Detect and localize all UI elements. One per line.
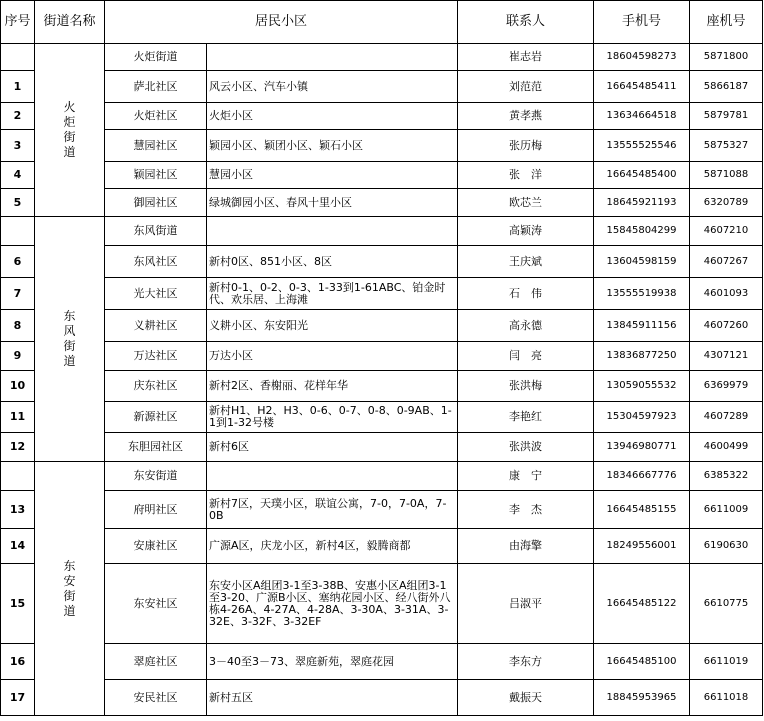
seq-cell: 1 — [1, 71, 35, 103]
mobile-cell: 18845953965 — [594, 680, 690, 716]
contact-cell: 张 洋 — [458, 162, 594, 189]
landline-cell: 6611018 — [690, 680, 763, 716]
seq-cell: 10 — [1, 371, 35, 402]
seq-cell: 12 — [1, 433, 35, 462]
mobile-cell: 13634664518 — [594, 103, 690, 130]
landline-cell: 5879781 — [690, 103, 763, 130]
contact-cell: 戴振天 — [458, 680, 594, 716]
contact-cell: 刘范范 — [458, 71, 594, 103]
community-cell: 东安街道 — [105, 462, 207, 491]
community-cell: 东胆园社区 — [105, 433, 207, 462]
community-cell: 安民社区 — [105, 680, 207, 716]
landline-cell: 6611009 — [690, 491, 763, 529]
mobile-cell: 16645485411 — [594, 71, 690, 103]
community-cell: 颖园社区 — [105, 162, 207, 189]
community-cell: 义耕社区 — [105, 310, 207, 342]
contact-cell: 高颖涛 — [458, 217, 594, 246]
residential-cell — [207, 462, 458, 491]
landline-cell: 4607210 — [690, 217, 763, 246]
table-row — [1, 71, 763, 103]
landline-cell: 6369979 — [690, 371, 763, 402]
seq-cell — [1, 44, 35, 71]
mobile-cell: 15845804299 — [594, 217, 690, 246]
table-row — [1, 371, 763, 402]
residential-cell: 新村2区、香榭丽、花样年华 — [207, 371, 458, 402]
contact-cell: 张历梅 — [458, 130, 594, 162]
header-landline: 座机号 — [690, 1, 763, 44]
contact-cell: 李东方 — [458, 644, 594, 680]
mobile-cell: 13946980771 — [594, 433, 690, 462]
header-contact: 联系人 — [458, 1, 594, 44]
seq-cell: 14 — [1, 529, 35, 564]
mobile-cell: 16645485122 — [594, 564, 690, 644]
table-row — [1, 529, 763, 564]
contact-cell: 王庆斌 — [458, 246, 594, 278]
seq-cell: 2 — [1, 103, 35, 130]
table-row — [1, 278, 763, 310]
residential-cell: 火炬小区 — [207, 103, 458, 130]
landline-cell: 5875327 — [690, 130, 763, 162]
mobile-cell: 18604598273 — [594, 44, 690, 71]
landline-cell: 6610775 — [690, 564, 763, 644]
residential-cell: 新村7区，天璞小区，联谊公寓，7-0，7-0A，7-0B — [207, 491, 458, 529]
contact-cell: 李 杰 — [458, 491, 594, 529]
landline-cell: 6611019 — [690, 644, 763, 680]
contact-cell: 张洪梅 — [458, 371, 594, 402]
mobile-cell: 18249556001 — [594, 529, 690, 564]
table-row — [1, 644, 763, 680]
table-row — [1, 310, 763, 342]
table-row — [1, 103, 763, 130]
residential-cell: 新村0区、851小区、8区 — [207, 246, 458, 278]
contact-cell: 石 伟 — [458, 278, 594, 310]
contact-cell: 李艳红 — [458, 402, 594, 433]
header-mobile: 手机号 — [594, 1, 690, 44]
table-row — [1, 680, 763, 716]
landline-cell: 4307121 — [690, 342, 763, 371]
community-cell: 光大社区 — [105, 278, 207, 310]
residential-cell: 新村0-1、0-2、0-3、1-33到1-61ABC、铂金时代、欢乐居、上海滩 — [207, 278, 458, 310]
street-name-cell — [35, 462, 105, 716]
table-row — [1, 564, 763, 644]
seq-cell: 11 — [1, 402, 35, 433]
mobile-cell: 13555519938 — [594, 278, 690, 310]
mobile-cell: 13836877250 — [594, 342, 690, 371]
landline-cell: 4607267 — [690, 246, 763, 278]
community-cell: 庆东社区 — [105, 371, 207, 402]
community-cell: 翠庭社区 — [105, 644, 207, 680]
seq-cell — [1, 217, 35, 246]
seq-cell: 13 — [1, 491, 35, 529]
community-cell: 万达社区 — [105, 342, 207, 371]
community-cell: 火炬街道 — [105, 44, 207, 71]
header-street: 街道名称 — [35, 1, 105, 44]
table-row — [1, 162, 763, 189]
landline-cell: 5866187 — [690, 71, 763, 103]
landline-cell: 6190630 — [690, 529, 763, 564]
residential-cell: 绿城御园小区、春风十里小区 — [207, 189, 458, 217]
residential-cell: 广源A区，庆龙小区，新村4区，毅腾商都 — [207, 529, 458, 564]
contact-cell: 高永德 — [458, 310, 594, 342]
community-cell: 安康社区 — [105, 529, 207, 564]
landline-cell: 4607289 — [690, 402, 763, 433]
contact-cell: 欧芯兰 — [458, 189, 594, 217]
header-residential: 居民小区 — [105, 1, 458, 44]
landline-cell: 6385322 — [690, 462, 763, 491]
residential-cell: 义耕小区、东安阳光 — [207, 310, 458, 342]
header-row — [1, 1, 763, 44]
residential-cell — [207, 44, 458, 71]
table-row — [1, 462, 763, 491]
table-row — [1, 246, 763, 278]
table-row — [1, 491, 763, 529]
header-seq: 序号 — [1, 1, 35, 44]
seq-cell: 6 — [1, 246, 35, 278]
residential-cell: 万达小区 — [207, 342, 458, 371]
residential-cell: 东安小区A组团3-1至3-38B、安惠小区A组团3-1至3-20、广源B小区、塞纳花园小区、经八街外八栋4-26A、4-27A、4-28A、3-30A、3-31A、3-32E、3-32F、3-32EF — [207, 564, 458, 644]
street-name: 火炬街道 — [63, 100, 76, 159]
community-cell: 东风社区 — [105, 246, 207, 278]
seq-cell — [1, 462, 35, 491]
mobile-cell: 13604598159 — [594, 246, 690, 278]
residential-cell — [207, 217, 458, 246]
community-cell: 火炬社区 — [105, 103, 207, 130]
community-cell: 萨北社区 — [105, 71, 207, 103]
table-row — [1, 402, 763, 433]
seq-cell: 9 — [1, 342, 35, 371]
community-cell: 东风街道 — [105, 217, 207, 246]
table-row — [1, 217, 763, 246]
mobile-cell: 16645485155 — [594, 491, 690, 529]
mobile-cell: 18645921193 — [594, 189, 690, 217]
seq-cell: 17 — [1, 680, 35, 716]
seq-cell: 7 — [1, 278, 35, 310]
landline-cell: 4601093 — [690, 278, 763, 310]
table-row — [1, 189, 763, 217]
mobile-cell: 15304597923 — [594, 402, 690, 433]
landline-cell: 6320789 — [690, 189, 763, 217]
contact-cell: 黄孝燕 — [458, 103, 594, 130]
landline-cell: 5871088 — [690, 162, 763, 189]
street-name: 东风街道 — [63, 309, 76, 368]
residential-cell: 风云小区、汽车小镇 — [207, 71, 458, 103]
contact-cell: 崔志岩 — [458, 44, 594, 71]
contact-cell: 张洪波 — [458, 433, 594, 462]
community-cell: 新源社区 — [105, 402, 207, 433]
mobile-cell: 13555525546 — [594, 130, 690, 162]
residential-cell: 新村五区 — [207, 680, 458, 716]
table-row — [1, 44, 763, 71]
community-cell: 御园社区 — [105, 189, 207, 217]
contact-cell: 闫 亮 — [458, 342, 594, 371]
community-cell: 府明社区 — [105, 491, 207, 529]
contact-cell: 康 宁 — [458, 462, 594, 491]
street-name-cell — [35, 217, 105, 462]
residential-cell: 慧园小区 — [207, 162, 458, 189]
street-name: 东安街道 — [63, 558, 76, 618]
contact-cell: 吕淑平 — [458, 564, 594, 644]
seq-cell: 8 — [1, 310, 35, 342]
mobile-cell: 13845911156 — [594, 310, 690, 342]
community-cell: 东安社区 — [105, 564, 207, 644]
table-row — [1, 130, 763, 162]
seq-cell: 3 — [1, 130, 35, 162]
seq-cell: 4 — [1, 162, 35, 189]
mobile-cell: 16645485400 — [594, 162, 690, 189]
table-body — [1, 44, 763, 716]
table-row — [1, 433, 763, 462]
street-name-cell — [35, 44, 105, 217]
table-row — [1, 342, 763, 371]
landline-cell: 4600499 — [690, 433, 763, 462]
residential-cell: 3－40至3－73、翠庭新苑，翠庭花园 — [207, 644, 458, 680]
landline-cell: 4607260 — [690, 310, 763, 342]
seq-cell: 16 — [1, 644, 35, 680]
seq-cell: 15 — [1, 564, 35, 644]
residential-cell: 新村H1、H2、H3、0-6、0-7、0-8、0-9AB、1-1到1-32号楼 — [207, 402, 458, 433]
mobile-cell: 13059055532 — [594, 371, 690, 402]
community-cell: 慧园社区 — [105, 130, 207, 162]
residential-cell: 新村6区 — [207, 433, 458, 462]
mobile-cell: 18346667776 — [594, 462, 690, 491]
contact-cell: 由海擎 — [458, 529, 594, 564]
seq-cell: 5 — [1, 189, 35, 217]
residential-cell: 颖园小区、颖团小区、颖石小区 — [207, 130, 458, 162]
mobile-cell: 16645485100 — [594, 644, 690, 680]
landline-cell: 5871800 — [690, 44, 763, 71]
